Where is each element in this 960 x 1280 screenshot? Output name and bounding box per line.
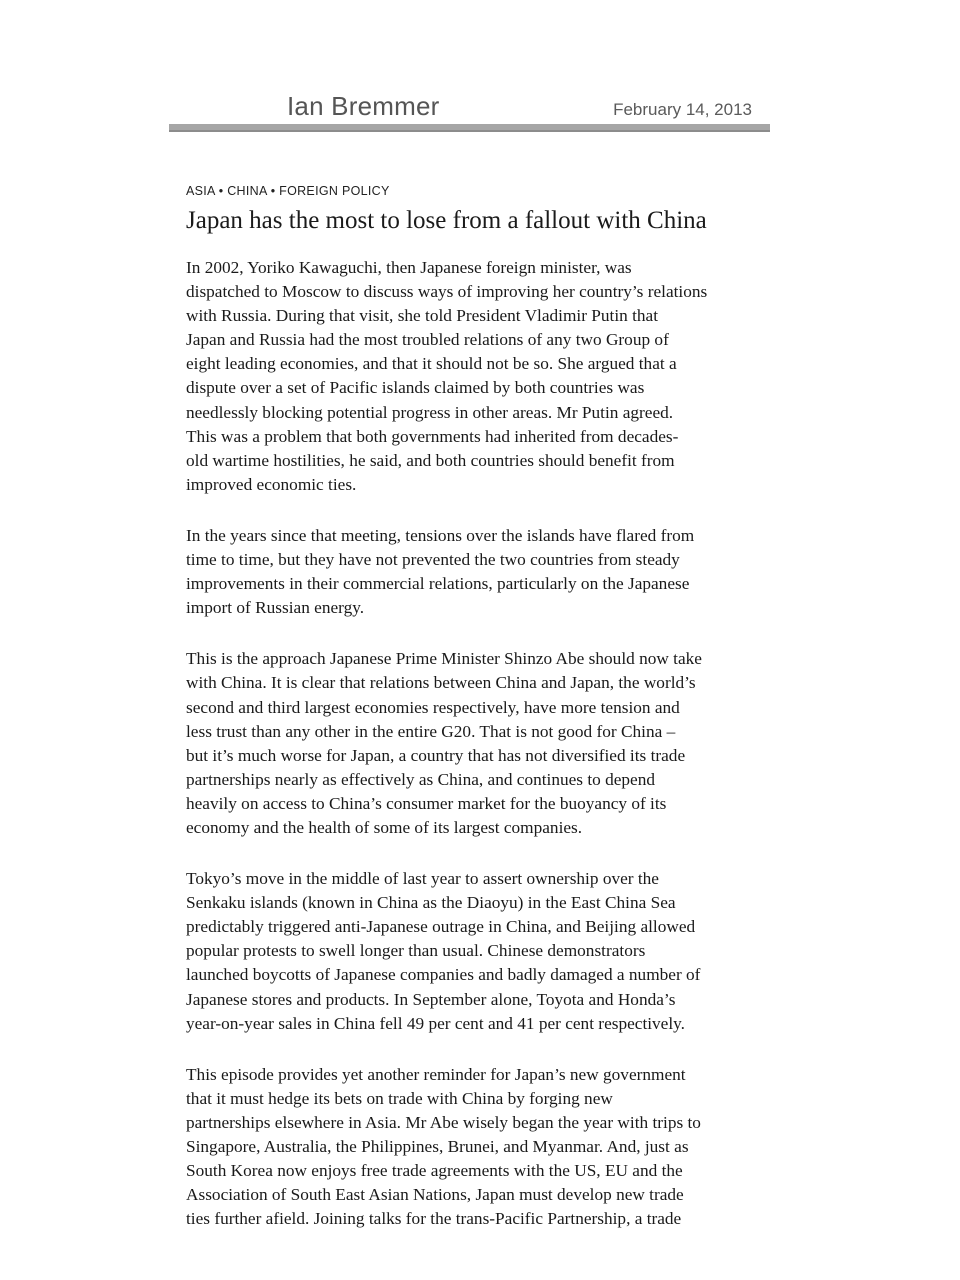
paragraph-line: partnerships elsewhere in Asia. Mr Abe wisely began the year with trips to [186,1112,701,1132]
publish-date: February 14, 2013 [613,100,752,119]
paragraph-line: import of Russian energy. [186,598,365,618]
article-paragraph [186,524,766,620]
page-header [169,86,770,132]
paragraph-line: This was a problem that both governments had inherited from decades- [186,426,679,446]
paragraph-line: South Korea now enjoys free trade agreements with the US, EU and the [186,1161,683,1181]
paragraph-line: heavily on access to China’s consumer market for the buoyancy of its [186,793,667,813]
paragraph-line: Tokyo’s move in the middle of last year to assert ownership over the [186,869,659,889]
paragraph-line: partnerships nearly as effectively as China, and continues to depend [186,769,656,789]
paragraph-line: improvements in their commercial relations, particularly on the Japanese [186,574,690,594]
paragraph-line: improved economic ties. [186,474,357,494]
paragraph-line: Japan and Russia had the most troubled relations of any two Group of [186,330,669,350]
paragraph-line: that it must hedge its bets on trade with China by forging new [186,1088,613,1108]
paragraph-line: dispute over a set of Pacific islands claimed by both countries was [186,378,645,398]
article [186,184,766,1258]
paragraph-line: with China. It is clear that relations between China and Japan, the world’s [186,673,696,693]
paragraph-line: time to time, but they have not prevented the two countries from steady [186,550,680,570]
paragraph-line: with Russia. During that visit, she told President Vladimir Putin that [186,306,659,326]
article-kicker: ASIA • CHINA • FOREIGN POLICY [186,184,390,198]
paragraph-line: Senkaku islands (known in China as the Diaoyu) in the East China Sea [186,893,676,913]
article-paragraph [186,256,766,497]
paragraph-line: launched boycotts of Japanese companies and badly damaged a number of [186,965,701,985]
paragraph-line: less trust than any other in the entire G20. That is not good for China – [186,721,676,741]
paragraph-line: needlessly blocking potential progress in other areas. Mr Putin agreed. [186,402,674,422]
paragraph-line: In 2002, Yoriko Kawaguchi, then Japanese foreign minister, was [186,258,632,277]
paragraph-line: economy and the health of some of its largest companies. [186,817,583,837]
article-paragraph [186,647,766,840]
paragraph-line: second and third largest economies respectively, have more tension and [186,697,680,717]
paragraph-line: This is the approach Japanese Prime Minister Shinzo Abe should now take [186,649,702,669]
paragraph-line: old wartime hostilities, he said, and both countries should benefit from [186,450,675,470]
paragraph-line: year-on-year sales in China fell 49 per cent and 41 per cent respectively. [186,1013,685,1033]
paragraph-line: eight leading economies, and that it should not be so. She argued that a [186,354,677,374]
paragraph-line: dispatched to Moscow to discuss ways of improving her country’s relations [186,282,708,302]
article-paragraph [186,1063,766,1232]
paragraph-line: Association of South East Asian Nations, Japan must develop new trade [186,1185,684,1205]
paragraph-line: Singapore, Australia, the Philippines, Brunei, and Myanmar. And, just as [186,1137,689,1156]
article-body [186,256,766,1231]
paragraph-line: popular protests to swell longer than usual. Chinese demonstrators [186,941,646,961]
paragraph-line: This episode provides yet another reminder for Japan’s new government [186,1064,686,1084]
paragraph-line: but it’s much worse for Japan, a country that has not diversified its trade [186,745,686,765]
paragraph-line: ties further afield. Joining talks for the trans-Pacific Partnership, a trade [186,1209,682,1229]
article-paragraph [186,867,766,1036]
paragraph-line: In the years since that meeting, tensions over the islands have flared from [186,525,695,545]
header-rule-shadow [169,130,770,132]
paragraph-line: Japanese stores and products. In September alone, Toyota and Honda’s [186,989,676,1009]
article-headline: Japan has the most to lose from a fallout with China [186,207,707,234]
author-name: Ian Bremmer [287,91,440,121]
paragraph-line: predictably triggered anti-Japanese outrage in China, and Beijing allowed [186,917,696,937]
